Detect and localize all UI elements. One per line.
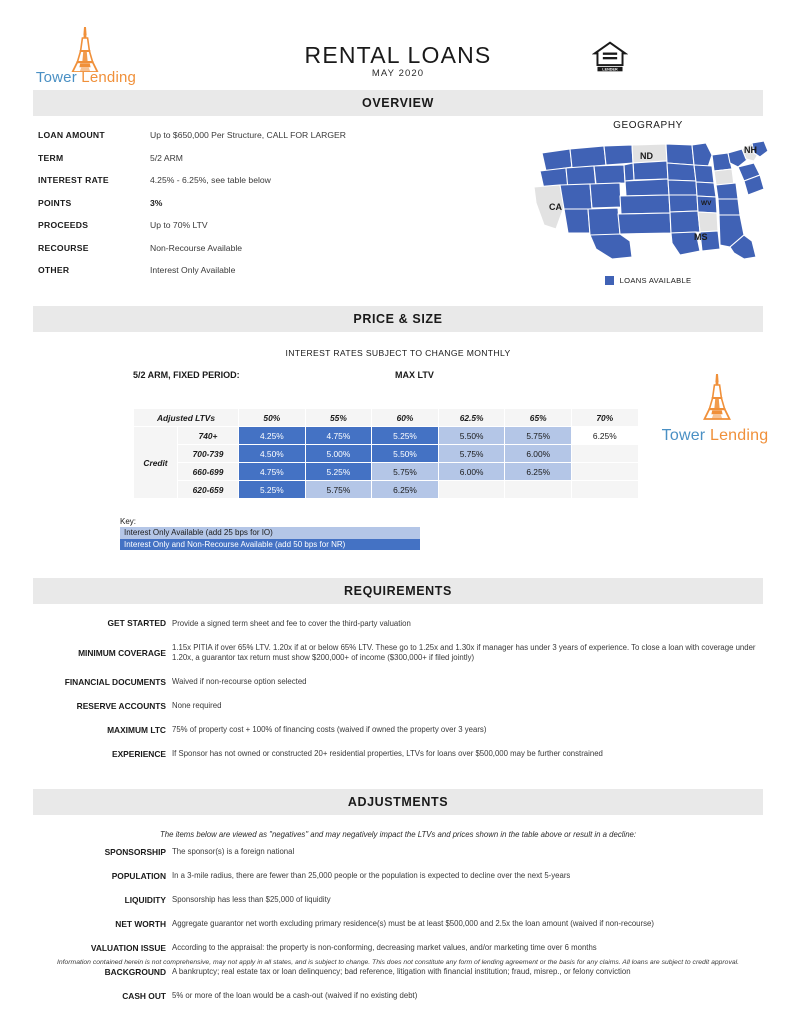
rate-cell: 6.00%: [438, 463, 505, 481]
rate-cell: 5.75%: [438, 445, 505, 463]
rate-cell: 6.00%: [505, 445, 572, 463]
rates-change-note: INTEREST RATES SUBJECT TO CHANGE MONTHLY: [285, 348, 511, 358]
overview-row: [38, 128, 468, 151]
section-header-adjustments: ADJUSTMENTS: [33, 789, 763, 815]
adjustment-row: [0, 871, 796, 882]
adjustment-label: CASH OUT: [122, 990, 166, 1001]
overview-section: [0, 116, 796, 306]
requirement-value: Waived if non-recourse option selected: [172, 677, 307, 687]
rate-cell-empty: [571, 445, 638, 463]
overview-value: Non-Recourse Available: [150, 242, 243, 253]
adjustment-row: [0, 895, 796, 906]
section-header-price-size: PRICE & SIZE: [33, 306, 763, 332]
adjustment-row: [0, 967, 796, 978]
requirement-label: RESERVE ACCOUNTS: [76, 700, 166, 711]
rate-table-col-header: 70%: [571, 409, 638, 427]
adjustment-value: According to the appraisal: the property is non-conforming, decreasing market values, and/or marketing time over 6 months: [172, 943, 597, 953]
adjustments-note: The items below are viewed as "negatives" and may negatively impact the LTVs and prices shown in the table above or result in a decline:: [159, 829, 637, 839]
rate-cell: 4.75%: [239, 463, 306, 481]
logo-word-lending: Lending: [705, 427, 769, 444]
overview-label: LOAN AMOUNT: [38, 130, 105, 140]
requirement-row: [0, 677, 796, 688]
map-state-label-nh: NH: [744, 145, 757, 155]
rate-cell: 5.50%: [438, 427, 505, 445]
overview-row: [38, 151, 468, 174]
requirement-label: EXPERIENCE: [112, 748, 166, 759]
map-state-label-ms: MS: [694, 232, 708, 242]
footer-disclaimer: Information contained herein is not comprehensive, may not apply in all states, and is subject to change. This does not constitute any form of lending agreement or the basis for any claims. All loans are subject to credit approval.: [56, 959, 740, 966]
page-subtitle: MAY 2020: [371, 68, 425, 79]
adjustment-row: [0, 991, 796, 1002]
rate-cell: 5.25%: [239, 481, 306, 499]
overview-row: [38, 263, 468, 286]
rate-cell-empty: [505, 481, 572, 499]
rate-cell: 5.75%: [372, 463, 439, 481]
overview-row: [38, 173, 468, 196]
adjustment-value: The sponsor(s) is a foreign national: [172, 847, 295, 857]
overview-value: Up to 70% LTV: [150, 220, 208, 230]
adjustment-label: VALUATION ISSUE: [90, 942, 166, 953]
map-state-label-nd: ND: [640, 151, 653, 161]
equal-housing-lender-icon: [592, 40, 628, 74]
requirement-row: [0, 642, 796, 664]
rate-table-col-header: 65%: [505, 409, 572, 427]
logo-word-tower: Tower: [661, 427, 706, 444]
requirement-label: FINANCIAL DOCUMENTS: [64, 676, 166, 687]
rate-table-key: [120, 517, 420, 550]
legend-swatch-loans-available: [605, 276, 614, 285]
svg-text:LENDER: LENDER: [602, 67, 618, 72]
arm-fixed-period-label: 5/2 ARM, FIXED PERIOD:: [133, 370, 240, 380]
table-row: [134, 445, 639, 463]
adjustment-value: Aggregate guarantor net worth excluding primary residence(s) must be at least $500,000 and 2.5x the loan amount (waived if non-recourse): [172, 919, 654, 929]
adjustment-row: [0, 847, 796, 858]
credit-band-label: 700-739: [178, 445, 239, 463]
adjustment-value: Sponsorship has less than $25,000 of liquidity: [172, 895, 331, 905]
credit-band-label: 620-659: [178, 481, 239, 499]
adjustment-value: 5% or more of the loan would be a cash-out (waived if no existing debt): [172, 991, 418, 1001]
adjustment-row: [0, 943, 796, 954]
overview-value: Interest Only Available: [150, 265, 236, 275]
adjustments-list: [0, 847, 796, 1002]
adjustment-row: [0, 919, 796, 930]
requirements-list: [0, 618, 796, 760]
requirement-row: [0, 618, 796, 629]
overview-row: [38, 196, 468, 219]
tower-lending-logo-table: [650, 370, 780, 445]
table-row: [134, 481, 639, 499]
rate-table-corner-label: Adjusted LTVs: [134, 409, 239, 427]
overview-list: [38, 128, 468, 286]
rate-table-col-header: 50%: [239, 409, 306, 427]
geography-title: GEOGRAPHY: [613, 120, 683, 131]
adjustment-label: POPULATION: [111, 870, 166, 881]
credit-band-label: 740+: [178, 427, 239, 445]
rate-cell: 5.75%: [305, 481, 372, 499]
requirement-value: None required: [172, 701, 222, 711]
key-row-interest-only-non-recourse: Interest Only and Non-Recourse Available (add 50 bps for NR): [120, 539, 420, 551]
logo-word-tower: Tower: [35, 69, 77, 86]
adjustment-value: In a 3-mile radius, there are fewer than 25,000 people or the population is expected to decline over the next 5-years: [172, 871, 571, 881]
page-title: RENTAL LOANS: [304, 42, 492, 68]
table-row: [134, 463, 639, 481]
overview-label: TERM: [38, 152, 64, 163]
credit-band-label: 660-699: [178, 463, 239, 481]
requirement-row: [0, 749, 796, 760]
key-title: Key:: [120, 517, 137, 526]
overview-label: POINTS: [38, 197, 72, 208]
adjustment-value: A bankruptcy; real estate tax or loan delinquency; bad reference, litigation with financial institution; fraud, misrep., or felony conviction: [172, 967, 631, 977]
section-header-overview: OVERVIEW: [33, 90, 763, 116]
rate-cell: 5.50%: [372, 445, 439, 463]
adjustment-label: LIQUIDITY: [124, 894, 166, 905]
requirement-row: [0, 725, 796, 736]
rate-cell: 4.25%: [239, 427, 306, 445]
rate-cell: 4.50%: [239, 445, 306, 463]
price-size-section: [0, 348, 796, 578]
adjustment-label: NET WORTH: [115, 918, 166, 929]
rate-matrix-table: [133, 408, 639, 499]
map-legend: [520, 276, 776, 285]
rate-cell: 6.25%: [505, 463, 572, 481]
requirement-label: MINIMUM COVERAGE: [78, 648, 166, 659]
rate-table-col-header: 60%: [372, 409, 439, 427]
rate-cell-empty: [438, 481, 505, 499]
rate-cell-empty: [571, 481, 638, 499]
rate-cell: 6.25%: [571, 427, 638, 445]
overview-row: [38, 218, 468, 241]
overview-value: 5/2 ARM: [150, 152, 183, 163]
document-header: [0, 0, 796, 90]
rate-table-col-header: 55%: [305, 409, 372, 427]
requirement-label: GET STARTED: [107, 618, 166, 628]
geography-panel: [520, 120, 776, 285]
legend-label-loans-available: LOANS AVAILABLE: [619, 276, 692, 285]
overview-value: 4.25% - 6.25%, see table below: [150, 175, 271, 185]
us-states-map: [520, 137, 776, 261]
rate-cell: 5.00%: [305, 445, 372, 463]
max-ltv-label: MAX LTV: [395, 370, 434, 380]
map-state-label-ca: CA: [549, 202, 562, 212]
overview-row: [38, 241, 468, 264]
requirement-label: MAXIMUM LTC: [107, 724, 166, 735]
logo-word-lending: Lending: [76, 69, 137, 86]
rate-cell: 5.25%: [372, 427, 439, 445]
rate-table-col-header: 62.5%: [438, 409, 505, 427]
map-state-label-wv: WV: [701, 200, 712, 207]
rate-cell: 5.25%: [305, 463, 372, 481]
overview-label: RECOURSE: [38, 242, 89, 253]
logo-wordmark: [650, 427, 780, 445]
rate-cell: 5.75%: [505, 427, 572, 445]
adjustment-label: SPONSORSHIP: [104, 846, 166, 857]
requirement-value: Provide a signed term sheet and fee to cover the third-party valuation: [172, 618, 411, 628]
requirement-value: 1.15x PITIA if over 65% LTV. 1.20x if at or below 65% LTV. These go to 1.25x and 1.30x if manager has under 3 years of experience. To close a loan with coverage under 1.20x, a guarantor tax return must show $200,000+ of income ($300,000+ if filed jointly): [172, 642, 756, 663]
rate-table-captions: [133, 370, 638, 386]
table-row: [134, 427, 639, 445]
overview-label: INTEREST RATE: [38, 175, 109, 185]
rate-cell-empty: [571, 463, 638, 481]
key-row-interest-only: Interest Only Available (add 25 bps for IO): [120, 527, 420, 539]
requirement-row: [0, 701, 796, 712]
rate-table-header-row: [134, 409, 639, 427]
requirement-value: 75% of property cost + 100% of financing costs (waived if owned the property over 3 years): [172, 725, 487, 735]
overview-label: PROCEEDS: [38, 220, 89, 230]
rate-cell: 4.75%: [305, 427, 372, 445]
requirement-value: If Sponsor has not owned or constructed 20+ residential properties, LTVs for loans over $500,000 may be further constrained: [172, 749, 603, 759]
credit-group-label: Credit: [134, 427, 178, 499]
overview-label: OTHER: [38, 265, 70, 275]
overview-value: 3%: [150, 197, 163, 208]
overview-value: Up to $650,000 Per Structure, CALL FOR LARGER: [150, 130, 346, 140]
eiffel-tower-icon: [688, 370, 746, 422]
adjustment-label: BACKGROUND: [104, 966, 166, 977]
section-header-requirements: REQUIREMENTS: [33, 578, 763, 604]
rate-cell: 6.25%: [372, 481, 439, 499]
